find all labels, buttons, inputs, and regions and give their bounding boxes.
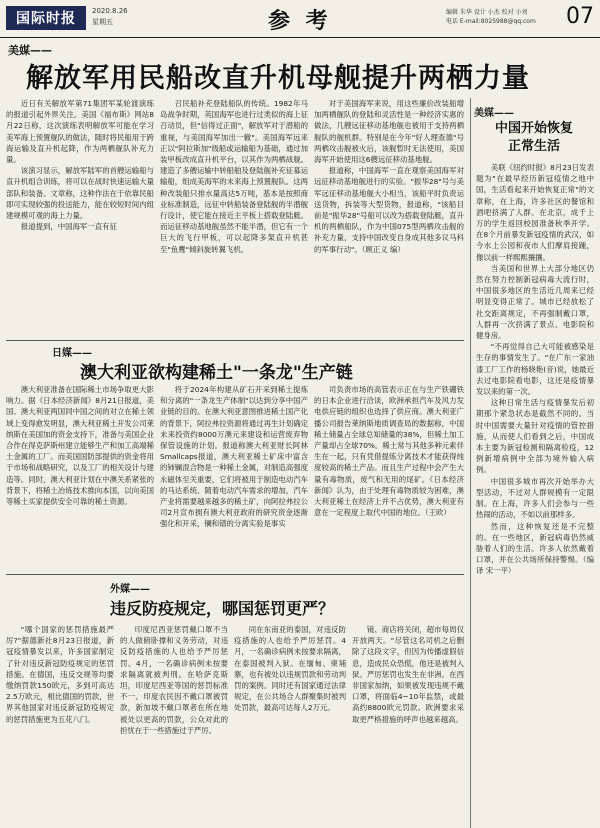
lead-paragraph: 报道提到，中国海军一直有征	[20, 222, 117, 232]
issue-date-block	[92, 6, 128, 28]
second-headline: 澳大利亚欲构建稀土"一条龙"生产链	[80, 363, 353, 383]
third-kicker: 外媒——	[110, 584, 150, 595]
lead-paragraph: 该演习显示，解放军陆军的首艘运输船与直升机组合训练，将可以在战时快速运输大量部队和装备。文章称，这种作法在于依靠民船即可实现较强的投送能力，能在较短时间内组建规模可观的海上力量。	[6, 166, 154, 221]
side-paragraph: 中国很多城市再次开始举办大型活动，不过对人群规模有一定限制。在上海，许多人们会参与一些热闹的活动，不如以前那样多。	[476, 476, 594, 520]
third-paragraph: 镜、商店将关闭，超市每周仅开放两天。"尽管这名司机之后删除了这段文字，但因为传播虚假信息，造成民众恐慌，他还是被判入狱。严厉惩罚也发生在非洲。在西非国家加纳，如果被发现违规不戴口罩，将面临4~10年监禁，或最高约8800欧元罚款。欧洲要求采取更严格措施的呼声也越来越高。	[352, 625, 464, 724]
column-divider	[470, 98, 471, 828]
side-kicker: 美媒——	[474, 108, 514, 119]
second-column-2	[160, 384, 308, 570]
lead-headline: 解放军用民船改直升机母舰提升两栖力量	[26, 63, 530, 94]
side-headline-line-1: 中国开始恢复	[494, 121, 573, 136]
third-column-1	[6, 624, 114, 824]
lead-column-1	[6, 98, 154, 334]
second-paragraph: 将于2024年构建从矿石开采到稀土提炼和分离的"一条龙生产体制"以达到分享中国产业链的目的。在澳大利亚意图推进稀土国产化的背景下，阿拉弗拉资源将通过再生计划确定未来投资约8000万澳元来建设和运营废弃物保管设施的计划。报道称澳大利亚财长阿林Smallcaps报道，澳大利亚稀土矿床中富含的铈镧混合物是一种稀土金属，对制造高强度永磁体至关重要，它们将被用于制造电动汽车的马达系统、随着电动汽车需求的增加，汽车产业将需要越来越多的稀土矿，向阿拉弗拉公司2月宣布拥有澳大利亚政府的研究资金逐渐强化和开采，镧和镨的分离实验是事实	[160, 385, 308, 529]
second-paragraph: 澳大利亚准备在国际稀土市场争取更大影响力。据《日本经济新闻》8月21日报道，美国、澳大利亚两国同中国之间的对立在稀土领域上变得愈发明显，澳大利亚稀土开发公司莱纳斯在美国加的资金支持下，准备与美国企业合作在得克萨斯州建立能够生产和加工高端稀土金属的工厂。而美国国防部提供的资金将用于市场和战略研究，以及工厂的相关设计与建造等。同时，澳大利亚计划在中澳关系紧张的背景下，将稀土冶炼技术推向本国，以向美国等稀土买家提供安全可靠的稀土资源。	[6, 385, 154, 507]
side-paragraph: 美联《纽约时报》8月23日发表题为"在最早经历新冠疫情之地中国，生活看起来开始恢复正常"的文章称，在上海，许多社区的餐馆和酒吧挤满了人群。在北京，成千上万的学生返回校园准备秋季开学。在8个月前暴发新冠疫情的武汉，如今水上公园和夜市人们摩肩接踵，像以前一样熙熙攘攘。	[476, 163, 594, 262]
page-number: 07	[566, 4, 594, 29]
third-paragraph: "哪个国家的惩罚措施最严厉?"据德新社8月23日报道，新冠疫情暴发以来，许多国家制定了针对违反新冠防疫规定的惩罚措施。在德国，违反交规等均要缴纳罚款150欧元，多到可高达2.5万欧元，相比德国的罚款，世界其他国家对违反新冠防疫规定的惩罚措施更为五花八门。	[6, 625, 114, 724]
lead-paragraph: 近日有关解放军第71集团军某轮渡演练的报道引起外界关注。美国《福布斯》网站8月22日称，这次演练表明解放军可能在学习美军海上预置舰队的做法，随时将民船用于跨海运输及直升机起降，作为两栖舰队补充力量。	[6, 99, 154, 165]
third-column-2	[120, 624, 228, 824]
third-headline: 违反防疫规定，哪国惩罚更严？	[110, 599, 335, 618]
third-paragraph: 同在东南亚的泰国，对违反防疫措施的人也给予严厉惩罚。4月，一名确诊病例未按要求隔离，在泰国被判入狱。在缅甸、柬埔寨，也有被处以违规罚款和劳动判罚的案例。同时还有国家通过法律规定，在公共场合人群聚集时被判处罚款，最高可达每人2万元。	[234, 625, 346, 713]
third-column-4	[352, 624, 464, 824]
side-paragraph: 这种日常生活与疫情暴发后初期那个紧急状态是截然不同的。当时中国需要大量针对疫情的管控措施，从而使人们看到之后，中国成本主要为新冠检测和隔离检疫，12例新增病例中全部为境外输入病例。	[476, 398, 594, 475]
lead-paragraph: 对于美国海军来说，用这些廉价改装船增加两栖舰队的登陆和灵活性是一种经济实惠的做法，几艘远征移动基地舰也被用于支持两栖舰队的舰机群。特别是在今年"好人理查德"号两栖攻击舰被火后，该舰暂时无法使用，美国海军开始使用这6艘远征移动基地舰。	[314, 99, 464, 165]
second-kicker: 日媒——	[52, 348, 92, 359]
issue-date: 2020.8.26	[92, 7, 128, 15]
lead-paragraph: 报道称，中国海军一直在观察美国海军对远征移动基地舰进行的实验。"振华28"号与美军远征移动基地舰大小相当，该船平时负责运送货物，拆装等大型货物，报道称，"该船目前是"振华28"号船可以改为搭载登陆艇，直升机的两栖船队，作为中国075型两栖攻击舰的补充力量，支持中国改变自身成其他多议马科的军事行动"。（顾正义 编）	[314, 166, 464, 254]
contact-line: 电话 E-mail:8025988@qq.com	[446, 18, 536, 25]
side-paragraph: 当美国和世界上大部分地区仍然在努力控制新冠病毒大流行时，中国很多地区的生活近几周来已经明显变得正常了。城市已经放松了社交距离规定，不再强制戴口罩，人群再一次挤满了景点、电影院和健身房。	[476, 263, 594, 341]
editors-credit	[446, 8, 566, 26]
third-paragraph: 印度尼西亚惩罚戴口罩不当的人做俯卧撑和义务劳动，对违反防疫措施的人也给予严厉惩罚。4月，一名确诊病例未按要求隔离就被判刑。在哈萨克斯坦，印度尼西亚等国的惩罚标准不一。印度农民因不戴口罩被罚款，新加坡不戴口罩者在所在地被处以更高的罚款，公众对此的担忧在于一些措施过于严厉。	[120, 625, 228, 735]
lead-paragraph: 召民船补充登陆船队的传统。1982年马岛战争时期，英国海军也进行过类似的海上征召动员，但"信得过正面"，解放军对于潜船的重视，与美国海军加出一辙"。美国海军远来正以"阿拉斯加"级船或运输船为基础，通过加装甲板改成直升机平台，以其作为两栖战舰。建造了多艘运输中转船舶及登陆舰补充征募运输船，组成美海军的未来海上预置舰队。这两种改装船只排水量高达5万吨，基本是按照商业标准制造，远征中转船装备登陆舰的半潜舰行设计，使它能在接近主平板上搭载登陆艇。而运征移动基地舰虽然不能半潜，但它有一个巨大的飞行甲板，可以起降多架直升机甚至"鱼鹰"倾斜旋转翼飞机。	[160, 99, 308, 254]
side-column	[476, 162, 594, 824]
second-column-1	[6, 384, 154, 570]
third-column-3	[234, 624, 346, 824]
newspaper-logo: 国际时报	[6, 6, 86, 30]
side-paragraph: 然而，这种恢复还是不完整的。在一些地区，新冠病毒仍然威胁着人们的生活。许多人依然戴着口罩，并在公共场所保持警惕。（编译 宋一平）	[476, 521, 594, 576]
second-column-3	[314, 384, 464, 570]
section-divider	[6, 340, 464, 341]
editors-line: 编辑 朱华 设计 小杰 校对 小刘	[446, 9, 528, 16]
side-headline-line-2: 正常生活	[507, 139, 560, 154]
lead-column-2	[160, 98, 308, 334]
lead-kicker: 美媒——	[8, 44, 52, 57]
side-paragraph: "不再觉得自己大可能被感染是生存的事情发生了。"在广东一家油漆工厂工作的杨晓艳(音)说，她最近去过电影院看电影，这还是疫情暴发以来的第一次。	[476, 342, 594, 397]
issue-weekday: 星期五	[92, 18, 113, 26]
section-divider	[6, 574, 464, 575]
second-paragraph: 司负责市场的高管表示正在与生产铁硼铁的日本企业进行洽谈，欧洲承担汽车及风力发电供应链的组织也选择了供应商。澳大利亚广播公司报告莱纳斯地质调查局的数据称，中国稀土储量占全球总知储量的38%，但稀土加工产量却占全球70%。稀土常与其他多种元素伴生在一起，只有凭借提炼分离技术才能获得纯度较高的稀土产品。而且生产过程中会产生大量有毒物质，废气和无用的尾矿。《日本经济新闻》认为，由于处理有毒物质较为困难，澳大利亚稀土在经济上并不占优势，澳大利亚有意在一定程度上取代中国的地位。（王欧）	[314, 385, 464, 518]
masthead	[0, 0, 600, 38]
lead-column-3	[314, 98, 464, 334]
section-title: 参 考	[268, 8, 332, 34]
